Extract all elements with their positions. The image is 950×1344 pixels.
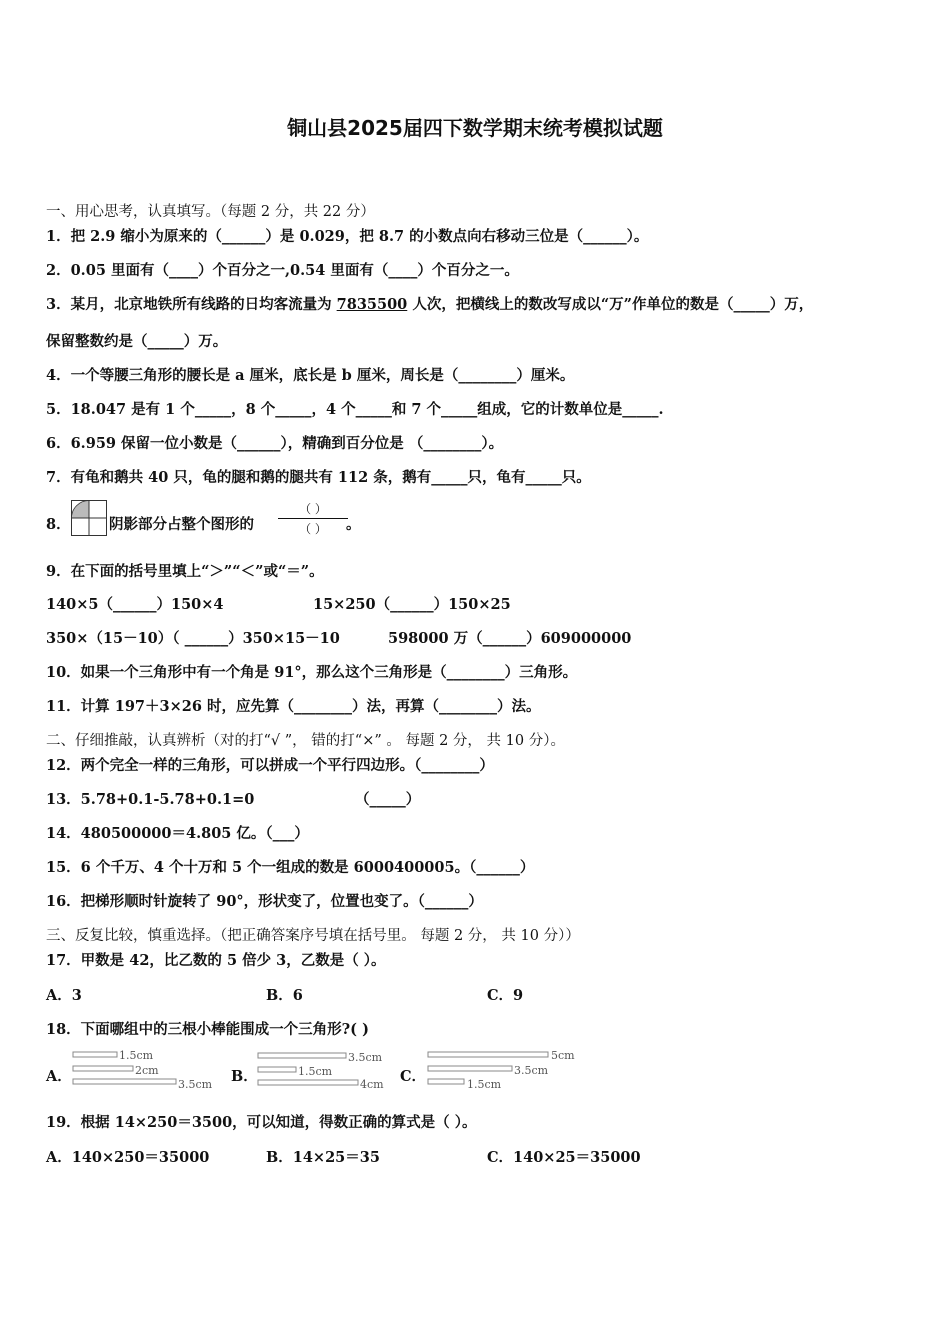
- question-3: [46, 295, 813, 315]
- sticks-figure-b: [257, 1048, 392, 1092]
- q18-option-a: A．: [46, 1068, 72, 1085]
- question-8-number: 8．: [46, 516, 71, 533]
- stick-c-1-label: 5cm: [551, 1049, 575, 1062]
- stick-b-2: [258, 1067, 296, 1072]
- q19-option-c: C．140×25＝35000: [487, 1149, 641, 1166]
- question-16: 16．把梯形顺时针旋转了 90°，形状变了，位置也变了。（______）: [46, 893, 483, 910]
- q17-option-a: A．3: [46, 987, 82, 1004]
- question-4: 4．一个等腰三角形的腰长是 a 厘米，底长是 b 厘米，周长是（________）厘米。: [46, 367, 575, 384]
- question-8-text: 阴影部分占整个图形的: [109, 516, 254, 533]
- stick-c-2: [428, 1066, 512, 1071]
- question-3-pre: 3．某月，北京地铁所有线路的日均客流量为: [46, 296, 337, 313]
- stick-a-3: [73, 1079, 176, 1084]
- q18-option-c: C．: [400, 1068, 427, 1085]
- stick-a-1-label: 1.5cm: [119, 1049, 154, 1062]
- stick-b-3-label: 4cm: [360, 1078, 384, 1091]
- sticks-figure-c: [427, 1046, 582, 1092]
- stick-b-1: [258, 1053, 346, 1058]
- question-18: 18．下面哪组中的三根小棒能围成一个三角形?( ): [46, 1021, 369, 1038]
- compare-item-4: 598000 万（______）609000000: [388, 630, 632, 647]
- question-14: 14．480500000＝4.805 亿。（___）: [46, 825, 309, 842]
- stick-b-3: [258, 1080, 358, 1085]
- compare-item-3: 350×（15－10）（ ______）350×15－10: [46, 630, 340, 647]
- stick-c-2-label: 3.5cm: [514, 1064, 549, 1077]
- question-13: 13．5.78+0.1-5.78+0.1=0: [46, 791, 255, 808]
- section-3-heading: 三、反复比较，慎重选择。（把正确答案序号填在括号里。 每题 2 分， 共 10 分））: [46, 928, 580, 944]
- question-12: 12．两个完全一样的三角形，可以拼成一个平行四边形。（________）: [46, 757, 494, 774]
- question-9: 9．在下面的括号里填上“＞”“＜”或“＝”。: [46, 563, 324, 580]
- compare-item-1: 140×5（______）150×4: [46, 596, 224, 613]
- question-17: 17．甲数是 42，比乙数的 5 倍少 3，乙数是（ ）。: [46, 952, 386, 969]
- question-13-blank: （_____）: [355, 791, 421, 808]
- stick-a-3-label: 3.5cm: [178, 1078, 213, 1091]
- question-15: 15．6 个千万、4 个十万和 5 个一组成的数是 6000400005。（______）: [46, 859, 535, 876]
- shaded-square-figure: [71, 500, 107, 536]
- sticks-figure-a: [72, 1048, 222, 1092]
- stick-b-2-label: 1.5cm: [298, 1065, 333, 1078]
- compare-item-2: 15×250（______）150×25: [313, 596, 511, 613]
- question-3-post: 人次，把横线上的数改写成以“万”作单位的数是（_____）万，: [407, 296, 814, 313]
- question-2: 2．0.05 里面有（____）个百分之一,0.54 里面有（____）个百分之一。: [46, 262, 519, 279]
- stick-c-3: [428, 1079, 464, 1084]
- stick-b-1-label: 3.5cm: [348, 1051, 383, 1064]
- question-19: 19．根据 14×250＝3500，可以知道，得数正确的算式是（ ）。: [46, 1114, 477, 1131]
- stick-c-3-label: 1.5cm: [467, 1078, 502, 1091]
- section-1-heading: 一、用心思考，认真填写。（每题 2 分，共 22 分）: [46, 204, 375, 220]
- stick-c-1: [428, 1052, 548, 1057]
- question-7: 7．有龟和鹅共 40 只，龟的腿和鹅的腿共有 112 条，鹅有_____只，龟有_____只。: [46, 469, 591, 486]
- question-5: 5．18.047 是有 1 个_____，8 个_____，4 个_____和 7 个_____组成，它的计数单位是_____.: [46, 401, 664, 418]
- question-8-end: 。: [346, 516, 361, 533]
- question-3-continued: 保留整数约是（_____）万。: [46, 333, 228, 350]
- fraction-denominator-blank: （ ）: [299, 522, 327, 536]
- question-1: 1．把 2.9 缩小为原来的（______）是 0.029，把 8.7 的小数点向右移动三位是（______）。: [46, 228, 649, 245]
- q17-option-c: C．9: [487, 987, 524, 1004]
- stick-a-2-label: 2cm: [135, 1064, 159, 1077]
- q17-option-b: B．6: [266, 987, 303, 1004]
- section-2-heading: 二、仔细推敲，认真辨析（对的打“√ ”， 错的打“×” 。 每题 2 分， 共 10 分）。: [46, 733, 565, 749]
- q19-option-b: B．14×25＝35: [266, 1149, 380, 1166]
- stick-a-2: [73, 1066, 133, 1071]
- question-3-number: 7835500: [336, 296, 408, 313]
- q18-option-b: B．: [231, 1068, 258, 1085]
- stick-a-1: [73, 1052, 117, 1057]
- question-11: 11．计算 197＋3×26 时，应先算（________）法，再算（________）法。: [46, 698, 541, 715]
- q19-option-a: A．140×250＝35000: [46, 1149, 210, 1166]
- question-6: 6．6.959 保留一位小数是（______），精确到百分位是 （________）。: [46, 435, 504, 452]
- page-title: 铜山县2025届四下数学期末统考模拟试题: [287, 116, 663, 140]
- fraction-numerator-blank: （ ）: [278, 500, 348, 519]
- answer-fraction: [278, 500, 348, 537]
- question-10: 10．如果一个三角形中有一个角是 91°，那么这个三角形是（________）三角形。: [46, 664, 578, 681]
